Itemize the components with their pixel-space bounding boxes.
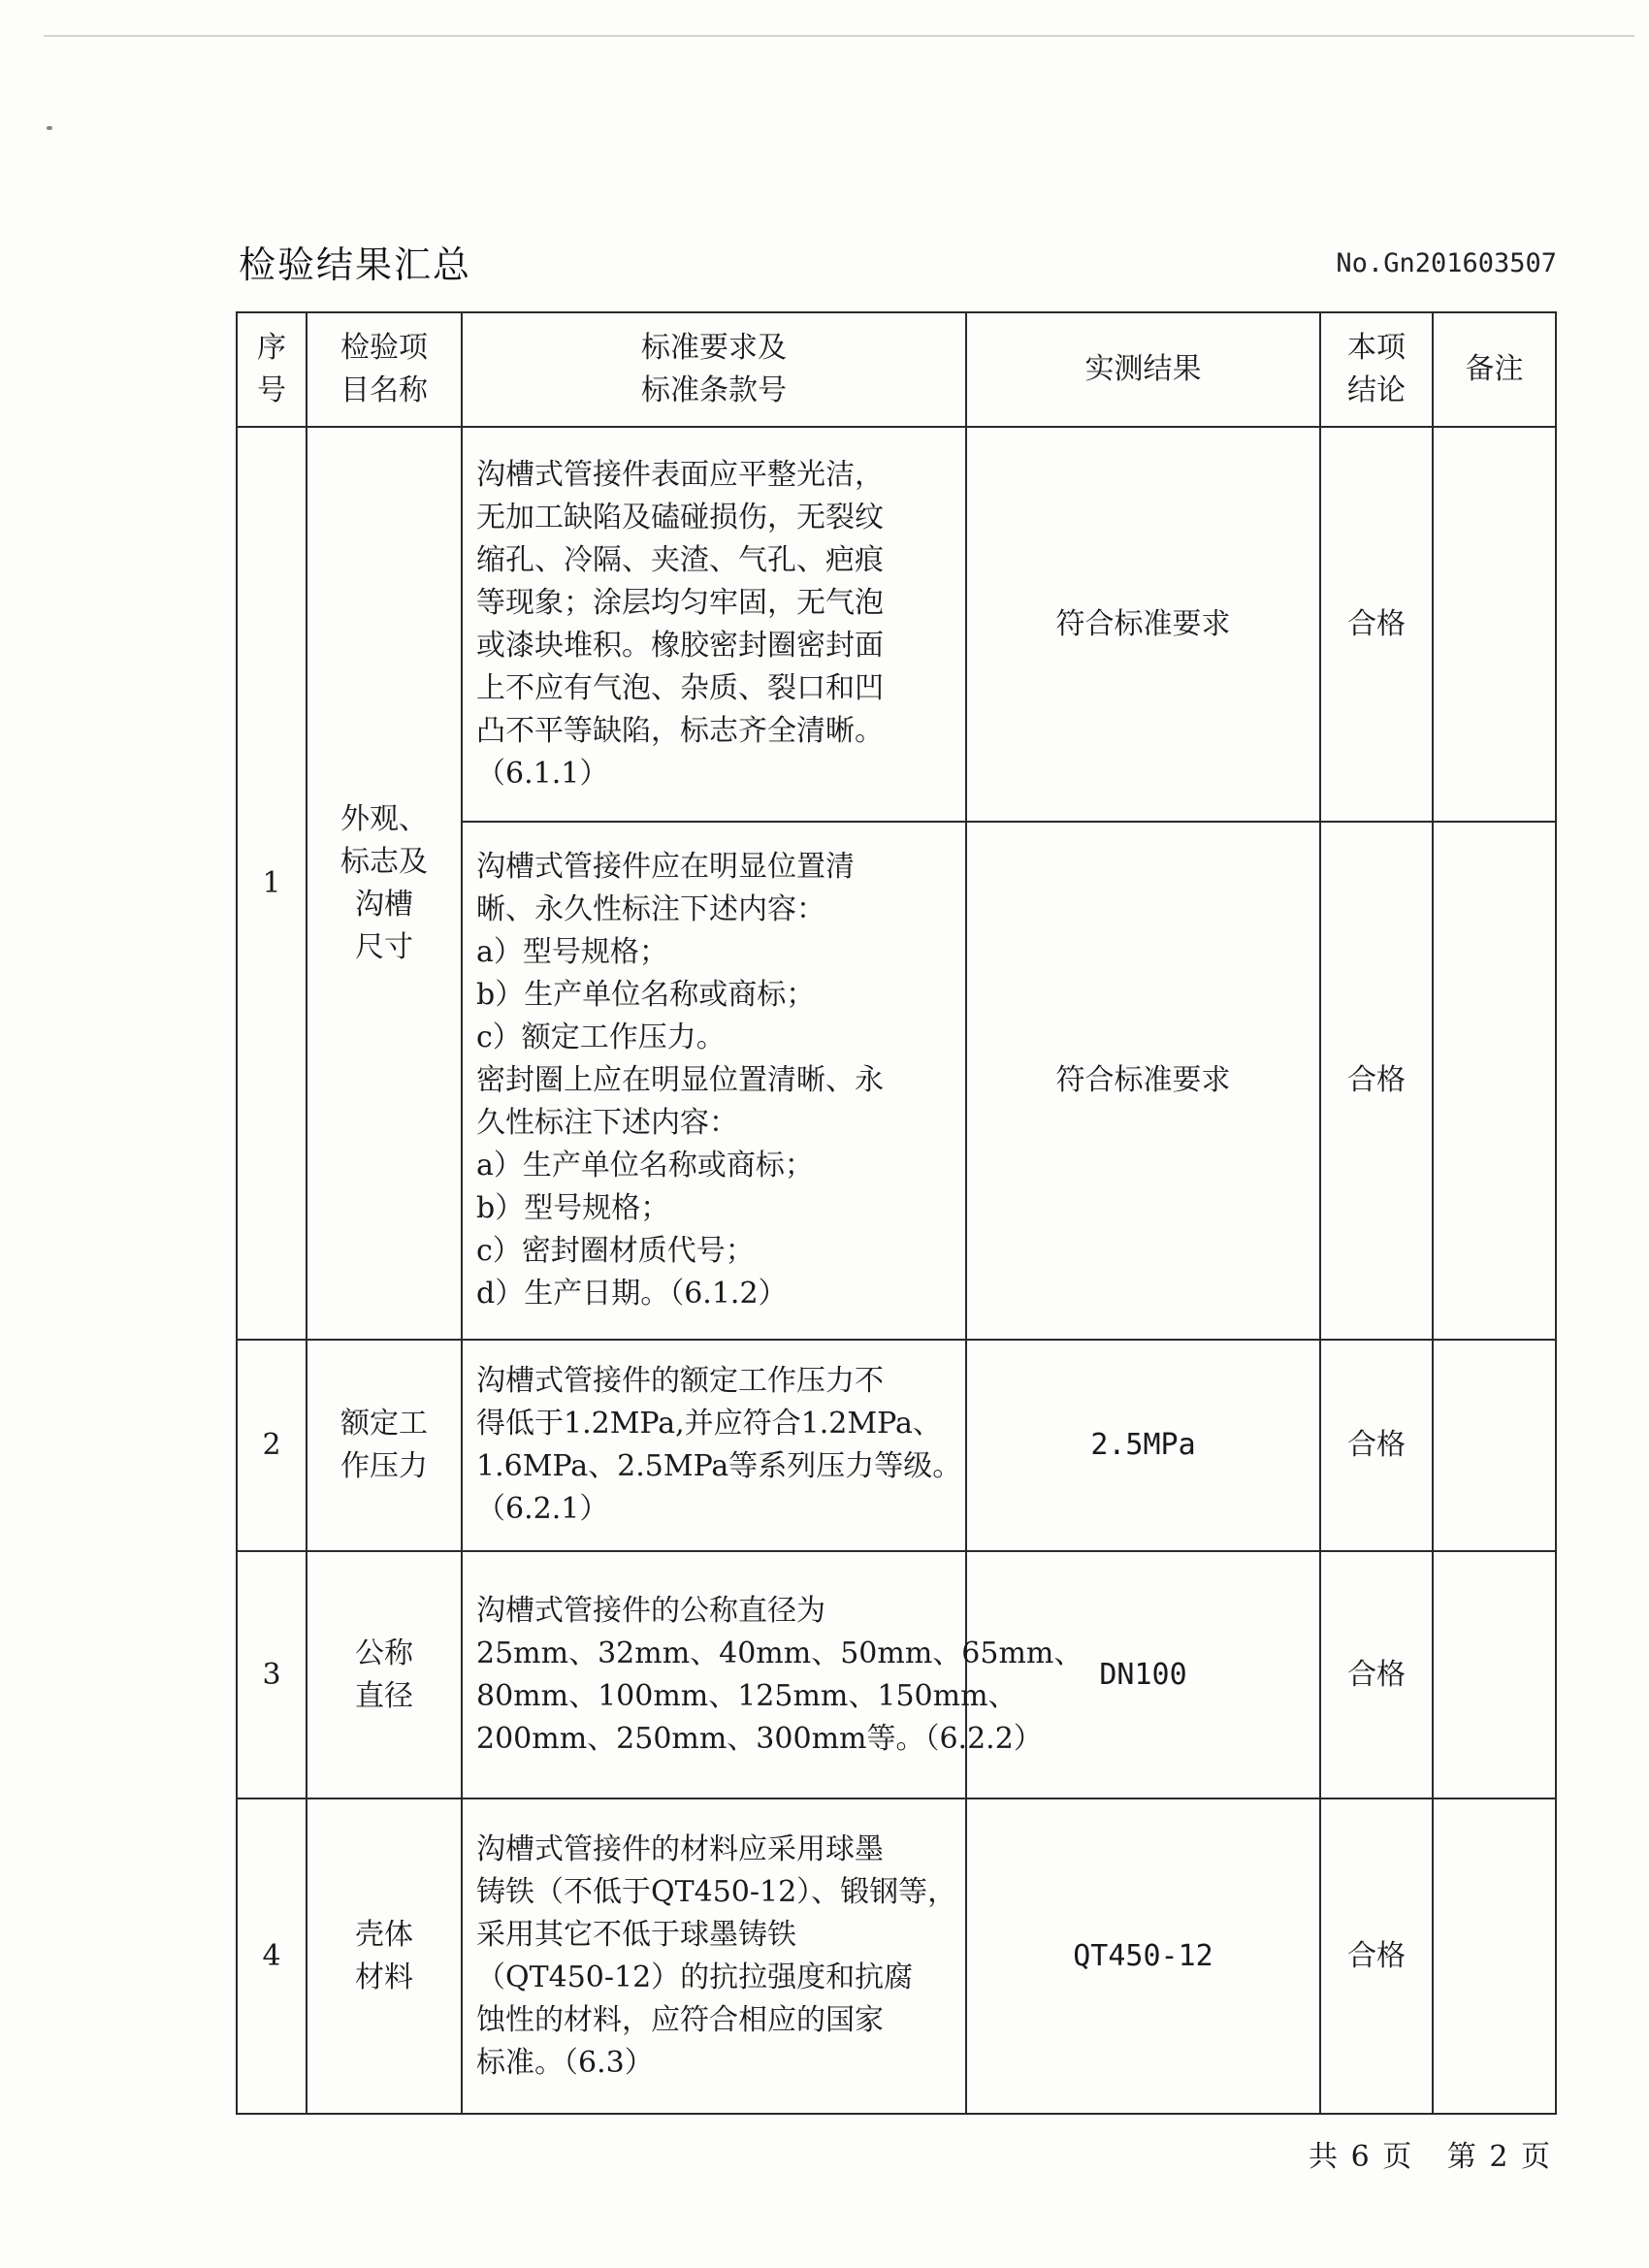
header-item-name: 检验项 目名称: [307, 312, 462, 427]
scan-edge-line: [44, 35, 1634, 37]
row-result: QT450-12: [966, 1798, 1320, 2114]
document-title: 检验结果汇总: [239, 243, 472, 286]
row-conclusion: 合格: [1320, 1551, 1433, 1798]
row-result: 符合标准要求: [966, 822, 1320, 1340]
row-remark: [1433, 822, 1556, 1340]
row-result: DN100: [966, 1551, 1320, 1798]
row-standard: 沟槽式管接件的公称直径为 25mm、32mm、40mm、50mm、65mm、 80mm、100mm、125mm、150mm、 200mm、250mm、300mm等。（6.2.2）: [462, 1551, 966, 1798]
row-result: 符合标准要求: [966, 427, 1320, 822]
row-standard: 沟槽式管接件的额定工作压力不 得低于1.2MPa,并应符合1.2MPa、 1.6MPa、2.5MPa等系列压力等级。 （6.2.1）: [462, 1340, 966, 1551]
row-result: 2.5MPa: [966, 1340, 1320, 1551]
row-standard: 沟槽式管接件的材料应采用球墨 铸铁（不低于QT450-12）、锻钢等， 采用其它不低于球墨铸铁 （QT450-12）的抗拉强度和抗腐 蚀性的材料，应符合相应的国家 标准。（6.3）: [462, 1798, 966, 2114]
header-conclusion: 本项 结论: [1320, 312, 1433, 427]
row-standard: 沟槽式管接件应在明显位置清 晰、永久性标注下述内容： a）型号规格； b）生产单位名称或商标； c）额定工作压力。 密封圈上应在明显位置清晰、永 久性标注下述内容： a）生产单位名称或商标； b）型号规格； c）密封圈材质代号； d）生产日期。（6.1.2）: [462, 822, 966, 1340]
header-remark: 备注: [1433, 312, 1556, 427]
row-remark: [1433, 427, 1556, 822]
row-standard: 沟槽式管接件表面应平整光洁， 无加工缺陷及磕碰损伤，无裂纹 缩孔、冷隔、夹渣、气孔、疤痕 等现象；涂层均匀牢固，无气泡 或漆块堆积。橡胶密封圈密封面 上不应有气泡、杂质、裂口和凹 凸不平等缺陷，标志齐全清晰。 （6.1.1）: [462, 427, 966, 822]
scan-speck: [47, 126, 52, 130]
row-item-name: 壳体 材料: [307, 1798, 462, 2114]
table-row: [237, 1551, 1556, 1798]
table-row: [237, 1340, 1556, 1551]
row-remark: [1433, 1340, 1556, 1551]
table-row: [237, 1798, 1556, 2114]
row-remark: [1433, 1798, 1556, 2114]
row-seq: 4: [237, 1798, 307, 2114]
total-pages: 共 6 页: [1309, 2140, 1414, 2174]
inspection-results-table: [236, 311, 1557, 2115]
table-header-row: [237, 312, 1556, 427]
header-result: 实测结果: [966, 312, 1320, 427]
row-item-name: 公称 直径: [307, 1551, 462, 1798]
current-page: 第 2 页: [1446, 2140, 1552, 2174]
table-row: [237, 427, 1556, 822]
row-conclusion: 合格: [1320, 822, 1433, 1340]
row-remark: [1433, 1551, 1556, 1798]
page-footer: [1309, 2132, 1552, 2175]
row-seq: 2: [237, 1340, 307, 1551]
header-seq: 序 号: [237, 312, 307, 427]
row-conclusion: 合格: [1320, 1798, 1433, 2114]
row-item-name: 额定工 作压力: [307, 1340, 462, 1551]
row-seq: 3: [237, 1551, 307, 1798]
row-item-name: 外观、 标志及 沟槽 尺寸: [307, 427, 462, 1340]
row-conclusion: 合格: [1320, 1340, 1433, 1551]
row-seq: 1: [237, 427, 307, 1340]
report-number: No.Gn201603507: [1336, 248, 1557, 278]
row-conclusion: 合格: [1320, 427, 1433, 822]
header-standard: 标准要求及 标准条款号: [462, 312, 966, 427]
